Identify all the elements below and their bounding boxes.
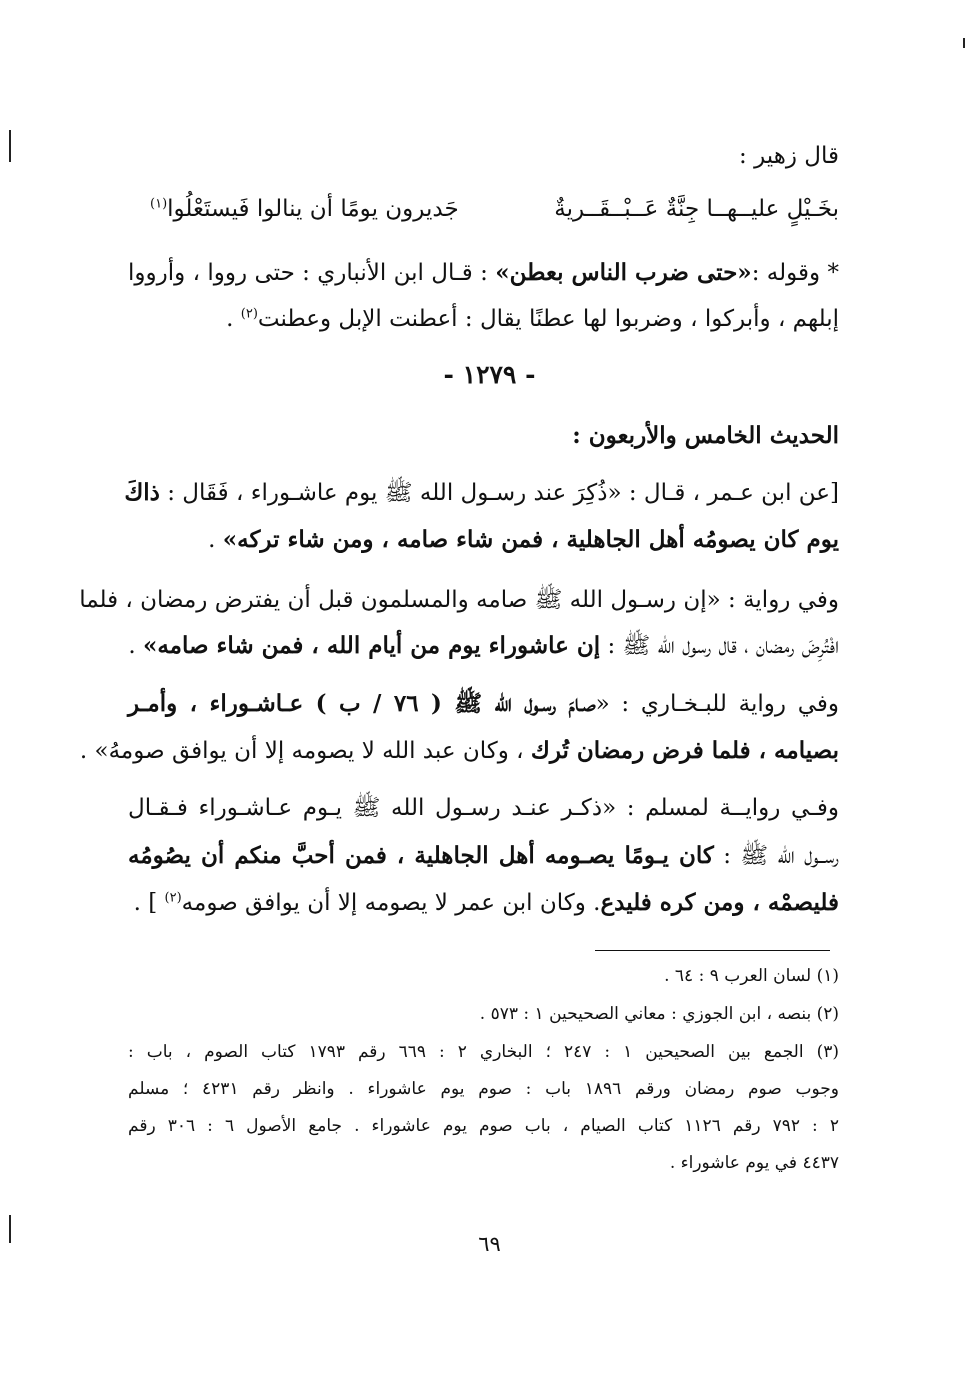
p4-line-3: فليصمْه ، ومن كره فليدع. وكان ابن عمر لا يصومه إلا أن يوافق صومه$^{(٢)}$ ] . — [133, 889, 839, 916]
intro-label: قال زهير : — [739, 143, 839, 169]
footnote-1: (١) لسان العرب ٩ : ٦٤ . — [664, 966, 839, 986]
scan-edge-mark — [9, 130, 11, 162]
quoted-phrase: «حتى ضرب الناس بعطن» — [495, 259, 752, 286]
bullet-star-icon: * — [827, 260, 840, 286]
p4-line-1: وفـي روايــة لمسلم : «ذكـر عنـد رسـول الله ﷺ يـوم عـاشـوراء فـقـال — [128, 795, 839, 821]
footnote-ref: (٢) — [240, 306, 258, 322]
p3-line-2: بصيامه ، فلما فرض رمضان تُرك ، وكان عبد الله لا يصومه إلا أن يوافق صومهُ» . — [79, 737, 839, 764]
footnote-ref: (٢) — [164, 890, 182, 906]
footnote-2: (٢) بنصه ، ابن الجوزي : معاني الصحيحين ١ : ٥٧٣ . — [479, 1004, 839, 1024]
footnote-3-line-2: وجوب صوم رمضان ورقم ١٨٩٦ باب : صوم يوم عاشوراء . وانظر رقم ٤٢٣١ ؛ مسلم — [128, 1079, 839, 1099]
page-number: ٦٩ — [478, 1232, 501, 1256]
commentary-line-2: إبلهم ، وأبركوا ، وضربوا لها عطنًا يقال : أعطنت الإبل وعطنت$^{(٢)}$ . — [226, 306, 839, 332]
verse-hemistich-2: جَديرون يومًا أن ينالوا فَيستَعْلُوا$^{(١)}$ — [150, 196, 459, 222]
poetry-verse — [150, 196, 839, 230]
p3-line-1: وفي رواية للبـخـاري : «صـامَ رسـول الله ﷺ ( ٧٦ / ب ) عـاشـوراء ، وأمـر — [128, 690, 839, 717]
p2-line-1: وفي رواية : «إن رسـول الله ﷺ صامه والمسلمون قبل أن يفترض رمضان ، فلما — [79, 587, 839, 613]
footnote-3-line-4: ٤٤٣٧ في يوم عاشوراء . — [669, 1153, 839, 1173]
p2-line-2: افْتُرِضَ رمضان ، قال رسول الله ﷺ : إن عاشوراء يوم من أيام الله ، فمن شاء صامه» . — [128, 632, 839, 659]
footnote-3-line-1: (٣) الجمع بين الصحيحين ١ : ٢٤٧ ؛ البخاري ٢ : ٦٦٩ رقم ١٧٩٣ كتاب الصوم ، باب : — [128, 1042, 839, 1062]
p4-line-2: رســول الله ﷺ : كان يـومًا يصـومه أهل الجاهلية ، فمن أحبَّ منكم أن يصُومُه — [128, 842, 840, 869]
footnote-3-line-3: ٢ : ٧٩٢ رقم ١١٢٦ كتاب الصيام ، باب صوم يوم عاشوراء . جامع الأصول ٦ : ٣٠٦ رقم — [128, 1116, 839, 1136]
commentary-line-1: * وقوله :«حتى ضرب الناس بعطن» : قـال ابن الأنباري : حتى رووا ، وأرووا — [128, 259, 840, 286]
p1-line-2: يوم كان يصومُه أهل الجاهلية ، فمن شاء صامه ، ومن شاء تركه» . — [208, 526, 839, 553]
footnote-divider — [595, 950, 830, 951]
footnote-ref: (١) — [150, 196, 168, 212]
hadith-number: - ١٢٧٩ - — [443, 360, 536, 389]
section-heading: الحديث الخامس والأربعون : — [572, 422, 839, 449]
scan-edge-mark — [963, 38, 965, 48]
p1-line-1: [عن ابن عـمر ، قـال : «ذُكِرَ عند رسـول الله ﷺ يوم عاشـوراء ، فَقَال : ذاكَ — [124, 479, 839, 506]
verse-hemistich-1: بخَـيْلٍ عليــهــا جِنَّةٌ عَــبْــقَــريةٌ — [554, 196, 839, 222]
